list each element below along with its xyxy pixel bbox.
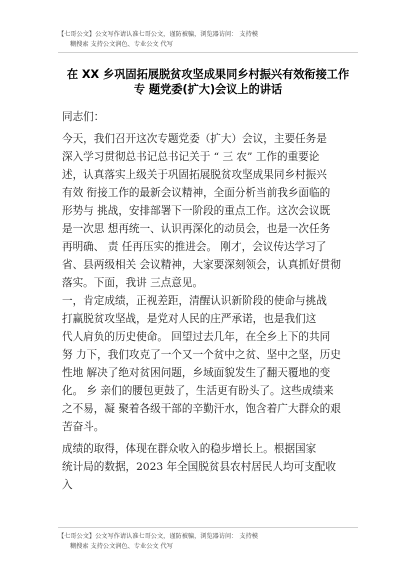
header-watermark (58, 30, 390, 50)
section-heading: 一，肯定成绩，正视差距，清醒认识新阶段的使命与挑战 (62, 295, 327, 307)
salutation: 同志们： (62, 111, 105, 123)
body-line: 述，认真落实上级关于巩固拓展脱贫攻坚成果同乡村振兴 (62, 169, 327, 181)
header-divider (58, 52, 358, 53)
body-line: 是一次思 想再统一、认识再深化的动员会，也是一次任务 (62, 223, 331, 235)
body-line: 再明确、 责 任再压实的推进会。 刚才，会议传达学习了 (62, 241, 327, 253)
footer-divider (58, 527, 358, 528)
footer-line-2: 糊搜索 支持公文润色、专业公文 代写 (70, 543, 173, 550)
document-body (62, 108, 362, 494)
body-line: 打赢脱贫攻坚战，是党对人民的庄严承诺，也是我们这 (62, 313, 317, 325)
body-line: 之不易，凝 聚着各级干部的辛勤汗水，饱含着广大群众的艰 (62, 403, 341, 415)
body-line: 深入学习贯彻总书记总书记关于 “ 三 农” 工作的重要论 (62, 151, 320, 163)
body-line: 省、县两级相关 会议精神，大家要深刻领会，认真抓好贯彻 (62, 259, 341, 271)
body-line: 化。 乡 亲们的腰包更鼓了，生活更有盼头了。这些成绩来 (62, 385, 334, 397)
footer-line-1: 【七哥公文】公文写作请认准七哥公文，谨防被骗，浏览器访问： 支持模 (58, 533, 258, 540)
header-line-1: 【七哥公文】公文写作请认准七哥公文，谨防被骗，浏览器访问： 支持模 (58, 31, 258, 38)
body-line: 统计局的数据，2023 年全国脱贫县农村居民人均可支配收 (62, 461, 336, 473)
body-line: 形势与 挑战，安排部署下一阶段的重点工作。这次会议既 (62, 205, 331, 217)
body-line: 性地 解决了绝对贫困问题，乡域面貌发生了翻天覆地的变 (62, 367, 331, 379)
document-title-line-2: 专 题党委(扩大)会议上的讲话 (133, 83, 283, 96)
body-line: 代人肩负的历史使命。 回望过去几年，在全乡上下的共同 (62, 331, 331, 343)
body-line: 有效 衔接工作的最新会议精神，全面分析当前我乡面临的 (62, 187, 331, 199)
body-line: 落实。下面，我讲 三点意见。 (62, 277, 204, 289)
body-line: 今天，我们召开这次专题党委（扩大）会议，主要任务是 (62, 133, 327, 145)
body-line: 成绩的取得，体现在群众收入的稳步增长上。根据国家 (62, 443, 317, 455)
document-title-line-1: 在 XX 乡巩固拓展脱贫攻坚成果同乡村振兴有效衔接工作 (66, 68, 350, 81)
body-line: 入 (62, 479, 73, 491)
header-line-2: 糊搜索 支持公文润色、专业公文 代写 (70, 41, 173, 48)
body-line: 努 力下，我们攻克了一个又一个贫中之贫、坚中之坚，历史 (62, 349, 341, 361)
body-line: 苦奋斗。 (62, 421, 105, 433)
footer-watermark (58, 532, 390, 552)
